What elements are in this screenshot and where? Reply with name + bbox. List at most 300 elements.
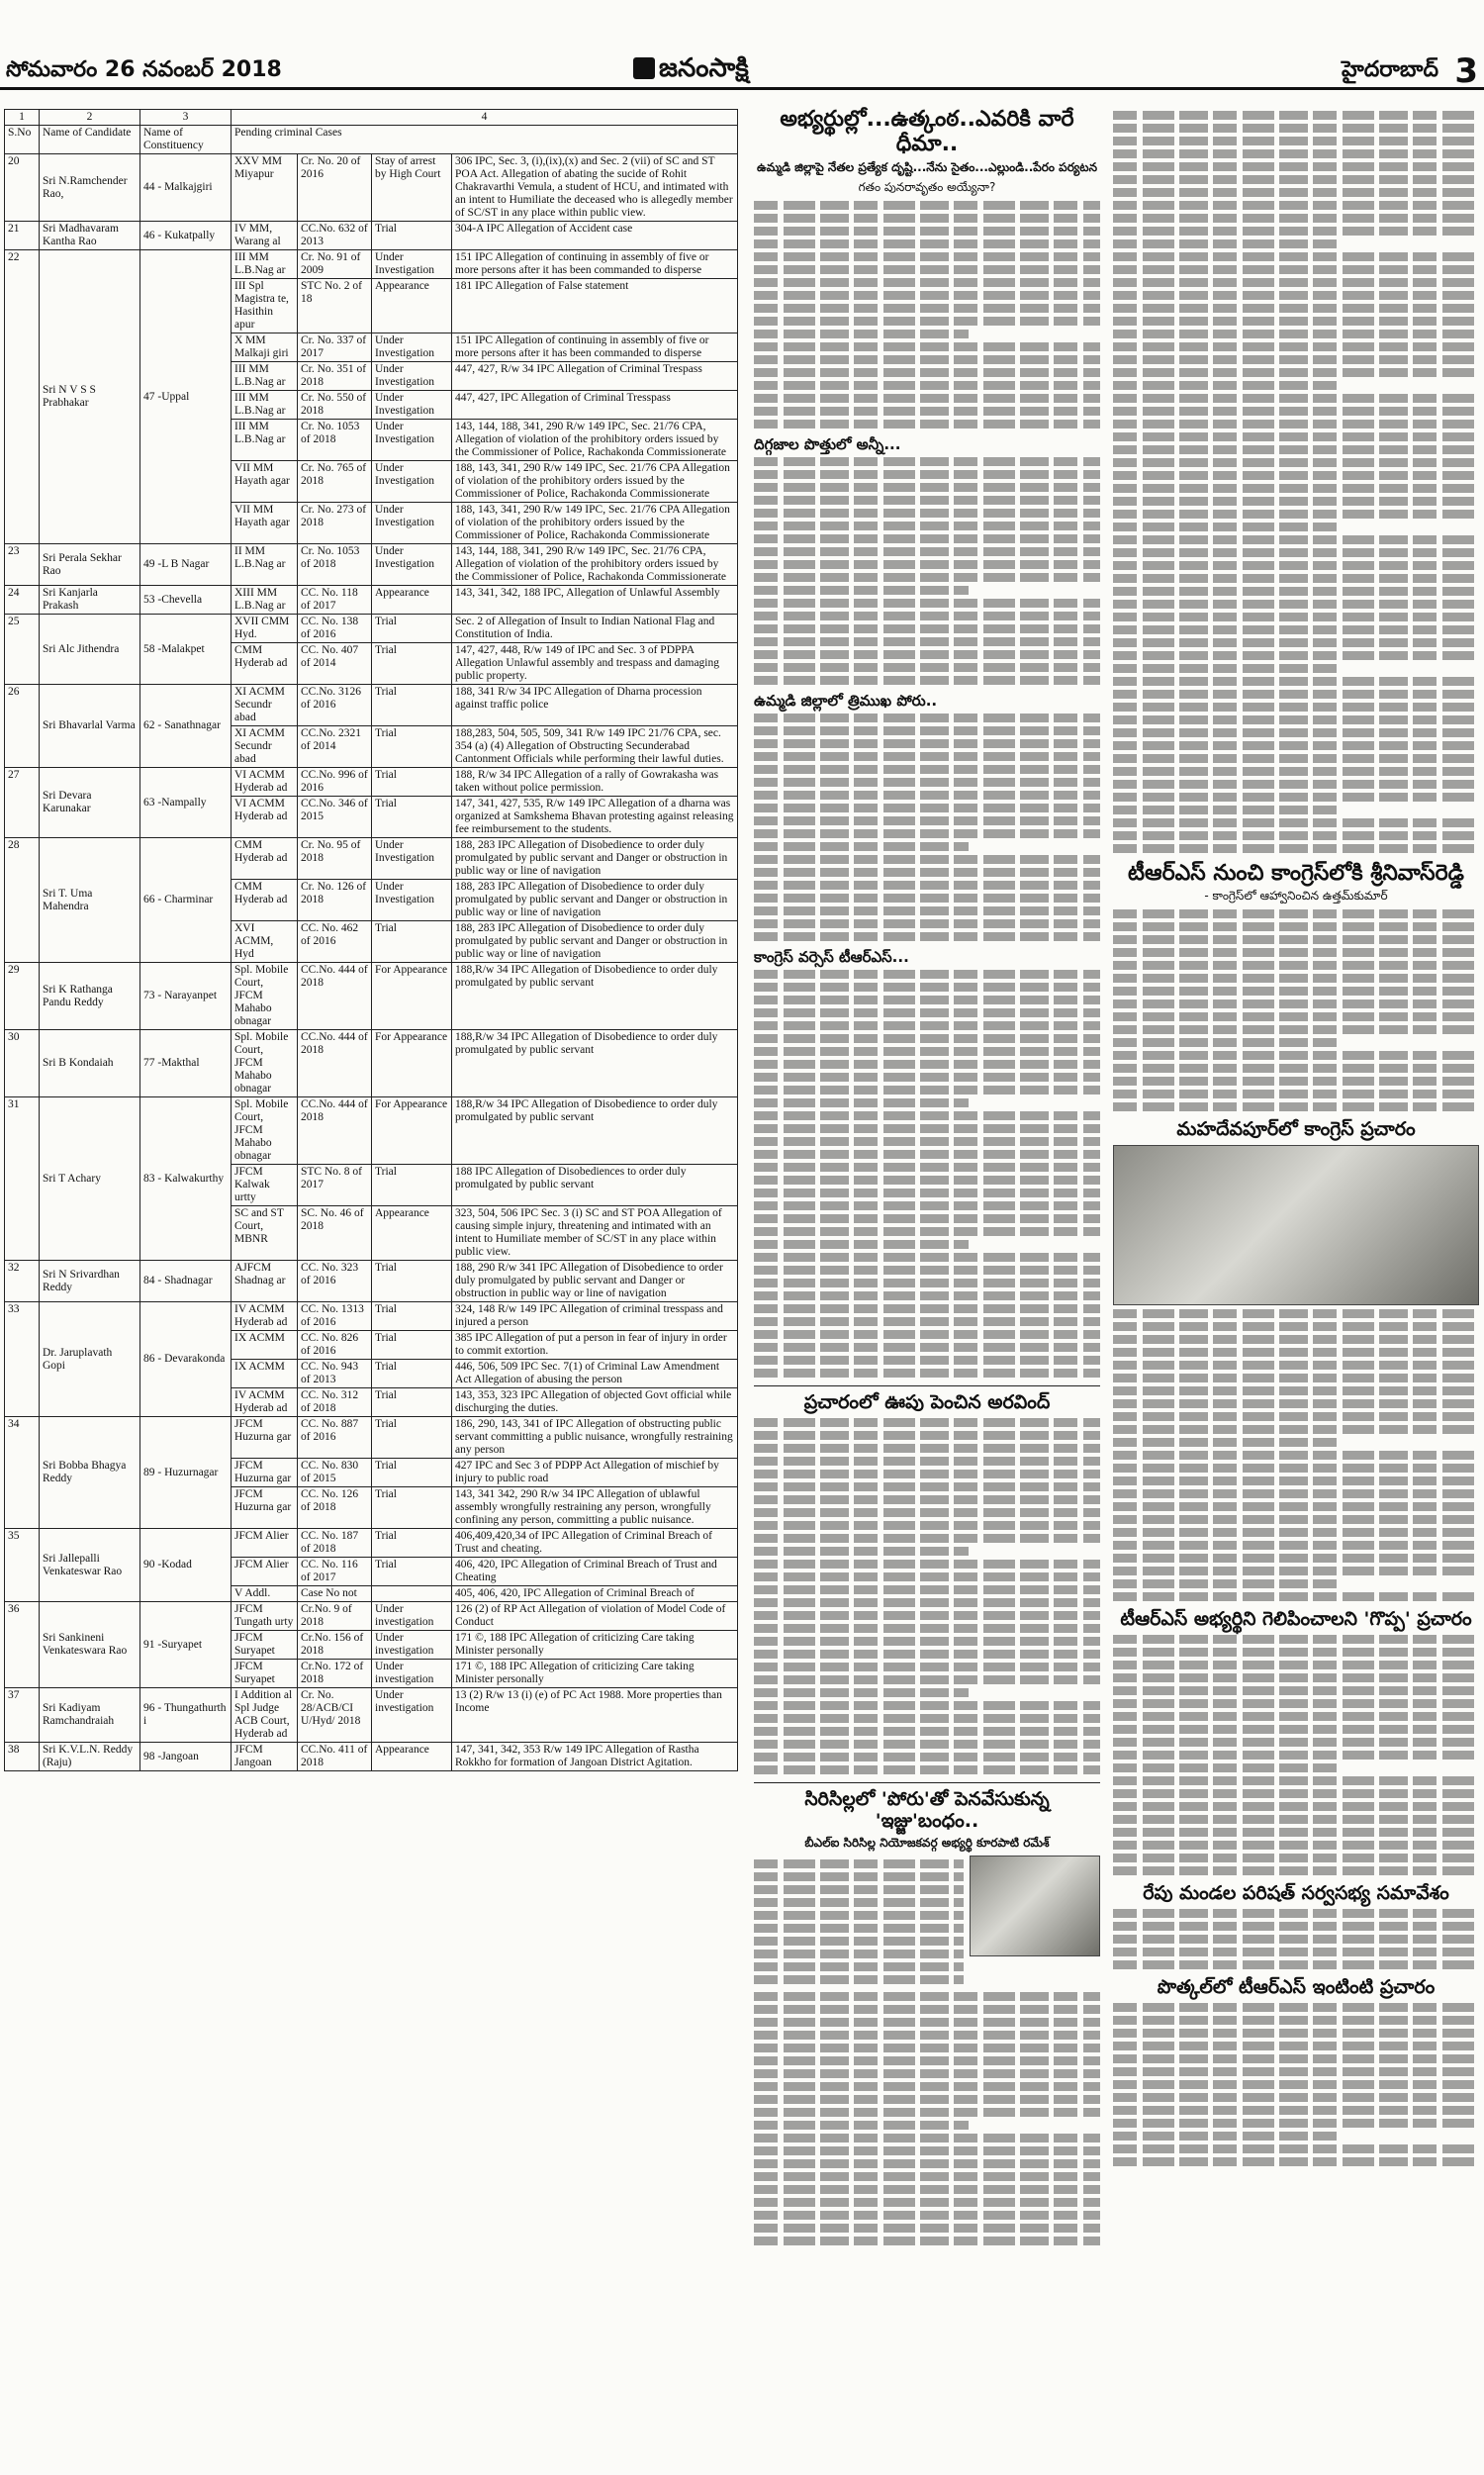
text-line: [1113, 214, 1479, 223]
constituency-name: 63 -Nampally: [140, 768, 232, 838]
case-status: Trial: [372, 1558, 452, 1586]
text-line: [754, 1418, 1100, 1427]
section-heading: దిగ్గజాల పొత్తులో అన్నీ...: [754, 434, 901, 453]
text-line: [1113, 188, 1479, 197]
text-line: [754, 420, 1100, 428]
table-row: [5, 1030, 738, 1097]
text-line: [1113, 1592, 1479, 1601]
case-status: Under Investigation: [372, 250, 452, 279]
article-body: [1113, 1909, 1479, 1969]
case-number: CC. No. 118 of 2017: [298, 586, 372, 615]
header-constituency: Name of Constituency: [140, 126, 232, 154]
text-line: [1113, 2003, 1479, 2012]
case-allegation: 13 (2) R/w 13 (i) (e) of PC Act 1988. More properties than Income: [452, 1688, 738, 1743]
article-body: [1113, 1309, 1479, 1601]
constituency-name: 53 -Chevella: [140, 586, 232, 615]
serial-number: 23: [5, 544, 40, 586]
text-line: [754, 2108, 1100, 2117]
text-line: [754, 1137, 1100, 1146]
text-line: [1113, 175, 1479, 184]
case-allegation: 405, 406, 420, IPC Allegation of Criminal Breach of: [452, 1586, 738, 1602]
text-line: [1113, 587, 1479, 596]
text-line: [1113, 1579, 1340, 1588]
table-row: [5, 615, 738, 643]
text-line: [1113, 2042, 1479, 2050]
text-line: [1113, 1051, 1479, 1060]
court-name: Spl. Mobile Court, JFCM Mahabo obnagar: [232, 1030, 298, 1097]
text-line: [754, 1176, 1100, 1185]
case-allegation: 188, 290 R/w 341 IPC Allegation of Disobedience to order duly promulgated by public servant and Danger or obstruction in public way or line of navigation: [452, 1261, 738, 1302]
text-line: [754, 2211, 1100, 2220]
newspaper-logo-icon: [633, 57, 655, 79]
text-line: [754, 612, 1100, 620]
text-line: [754, 1521, 1100, 1530]
court-name: XXV MM Miyapur: [232, 154, 298, 222]
text-line: [1113, 111, 1479, 120]
case-status: Under investigation: [372, 1602, 452, 1631]
court-name: JFCM Alier: [232, 1529, 298, 1558]
text-line: [754, 881, 1100, 890]
text-line: [1113, 407, 1479, 416]
text-line: [1113, 2119, 1479, 2128]
text-line: [754, 765, 1100, 774]
text-line: [1113, 613, 1479, 621]
case-number: Cr. No. 91 of 2009: [298, 250, 372, 279]
case-allegation: 447, 427, IPC Allegation of Criminal Tresspass: [452, 391, 738, 420]
text-line: [1113, 1489, 1479, 1498]
case-status: For Appearance: [372, 1097, 452, 1165]
case-allegation: 143, 341 342, 290 R/w 34 IPC Allegation of ublawful assembly wrongfully restraining any person, wrongfully confining any person, committing a public nuisance.: [452, 1487, 738, 1529]
text-line: [1113, 651, 1479, 660]
case-allegation: 188, 143, 341, 290 R/w 149 IPC, Sec. 21/76 CPA Allegation of violation of the prohibitory orders issued by the Commissioner of Police, Rachakonda Commissionerate: [452, 461, 738, 503]
case-allegation: 143, 144, 188, 341, 290 R/w 149 IPC, Sec. 21/76 CPA, Allegation of violation of the prohibitory orders issued by the Commissioner of Police, Rachakonda Commissionerate: [452, 544, 738, 586]
serial-number: 22: [5, 250, 40, 544]
text-line: [1113, 935, 1479, 944]
text-line: [754, 1992, 1100, 2001]
candidate-name: Dr. Jaruplavath Gopi: [40, 1302, 140, 1417]
text-line: [754, 265, 1100, 274]
table-row: [5, 963, 738, 1030]
text-line: [1113, 806, 1340, 814]
constituency-name: 86 - Devarakonda: [140, 1302, 232, 1417]
case-number: CC. No. 887 of 2016: [298, 1417, 372, 1459]
text-line: [754, 573, 1100, 582]
case-allegation: Sec. 2 of Allegation of Insult to Indian National Flag and Constitution of India.: [452, 615, 738, 643]
serial-number: 32: [5, 1261, 40, 1302]
case-status: Stay of arrest by High Court: [372, 154, 452, 222]
text-line: [1113, 510, 1479, 519]
text-line: [1113, 137, 1479, 145]
article-body: [1113, 2003, 1479, 2166]
court-name: AJFCM Shadnag ar: [232, 1261, 298, 1302]
case-allegation: 181 IPC Allegation of False statement: [452, 279, 738, 333]
text-line: [754, 752, 1100, 761]
text-line: [754, 2159, 1100, 2168]
text-line: [1113, 2029, 1479, 2038]
text-line: [1113, 1038, 1340, 1047]
text-line: [754, 407, 1100, 416]
text-line: [754, 522, 1100, 530]
candidate-name: Sri Bobba Bhagya Reddy: [40, 1417, 140, 1529]
text-line: [754, 1898, 964, 1907]
text-line: [754, 1304, 1100, 1313]
case-status: For Appearance: [372, 963, 452, 1030]
case-status: Trial: [372, 1388, 452, 1417]
case-number: CC. No. 116 of 2017: [298, 1558, 372, 1586]
text-line: [1113, 2080, 1479, 2089]
text-line: [754, 1650, 1100, 1659]
court-name: XI ACMM Secundr abad: [232, 685, 298, 726]
text-line: [754, 1585, 1100, 1594]
case-status: Trial: [372, 1302, 452, 1331]
text-line: [1113, 1802, 1479, 1811]
serial-number: 31: [5, 1097, 40, 1261]
text-line: [1113, 458, 1479, 467]
case-status: Under Investigation: [372, 362, 452, 391]
text-line: [1113, 1425, 1479, 1434]
text-line: [1113, 124, 1479, 133]
text-line: [754, 1073, 1100, 1082]
text-line: [754, 1962, 964, 1971]
text-line: [754, 470, 1100, 479]
court-name: JFCM Tungath urty: [232, 1602, 298, 1631]
text-line: [1113, 368, 1479, 377]
text-line: [754, 2069, 1100, 2078]
text-line: [1113, 2067, 1479, 2076]
court-name: Spl. Mobile Court, JFCM Mahabo obnagar: [232, 963, 298, 1030]
text-line: [754, 2185, 1100, 2194]
text-line: [1113, 909, 1479, 918]
text-line: [1113, 1763, 1340, 1772]
case-status: Trial: [372, 1360, 452, 1388]
text-line: [754, 791, 1100, 800]
text-line: [754, 1356, 1100, 1365]
text-line: [754, 1253, 1100, 1262]
serial-number: 37: [5, 1688, 40, 1743]
text-line: [754, 2172, 1100, 2181]
text-line: [754, 894, 1100, 903]
text-line: [1113, 1515, 1479, 1524]
text-line: [1113, 420, 1479, 428]
text-line: [754, 1753, 1100, 1761]
text-line: [1113, 1386, 1479, 1395]
case-status: Under investigation: [372, 1631, 452, 1660]
article-body: [754, 714, 1100, 941]
text-line: [1113, 1738, 1479, 1747]
text-line: [754, 1086, 1100, 1095]
text-line: [1113, 497, 1479, 506]
serial-number: 27: [5, 768, 40, 838]
case-status: Trial: [372, 1261, 452, 1302]
text-line: [754, 1911, 964, 1920]
constituency-name: 96 - Thungathurth i: [140, 1688, 232, 1743]
headline-mandal-meeting: రేపు మండల పరిషత్ సర్వసభ్య సమావేశం: [1143, 1881, 1449, 1904]
case-number: Cr. No. 20 of 2016: [298, 154, 372, 222]
text-line: [754, 599, 1100, 608]
case-status: Trial: [372, 726, 452, 768]
text-line: [1113, 1776, 1479, 1785]
issue-date: సోమవారం 26 నవంబర్ 2018: [6, 57, 282, 82]
article-body: [754, 1856, 964, 1988]
text-line: [1113, 2157, 1479, 2166]
case-allegation: 188 IPC Allegation of Disobediences to order duly promulgated by public servant: [452, 1165, 738, 1206]
case-number: CC.No. 444 of 2018: [298, 1097, 372, 1165]
text-line: [754, 1611, 1100, 1620]
text-line: [754, 663, 1100, 672]
case-number: Cr. No. 126 of 2018: [298, 880, 372, 921]
case-status: Trial: [372, 768, 452, 797]
text-line: [1113, 1077, 1479, 1086]
text-line: [754, 1950, 964, 1958]
text-line: [754, 624, 1100, 633]
table-row: [5, 1097, 738, 1165]
case-allegation: 306 IPC, Sec. 3, (i),(ix),(x) and Sec. 2 (vii) of SC and ST POA Act. Allegation of abating the sucide of Rohit Chakravarthi Vemula, a student of HCU, and intimated with an intent to Humiliate the deceased who is allegedly member of SC/ST in any place within public view.: [452, 154, 738, 222]
text-line: [754, 1975, 964, 1984]
text-line: [1113, 1025, 1479, 1034]
text-line: [1113, 162, 1479, 171]
case-allegation: 427 IPC and Sec 3 of PDPP Act Allegation of mischief by injury to public road: [452, 1459, 738, 1487]
text-line: [754, 714, 1100, 722]
text-line: [1113, 2132, 1340, 2141]
text-line: [754, 1924, 964, 1933]
text-line: [754, 2005, 1100, 2014]
text-line: [1113, 1699, 1479, 1708]
text-line: [1113, 239, 1340, 248]
text-line: [754, 1688, 969, 1697]
text-line: [1113, 394, 1479, 403]
case-status: Under Investigation: [372, 544, 452, 586]
right-column: [1113, 107, 1479, 2467]
court-name: VI ACMM Hyderab ad: [232, 797, 298, 838]
case-number: Cr.No. 172 of 2018: [298, 1660, 372, 1688]
case-number: CC.No. 3126 of 2016: [298, 685, 372, 726]
text-line: [1113, 1309, 1479, 1318]
case-number: CC.No. 444 of 2018: [298, 1030, 372, 1097]
text-line: [754, 1872, 964, 1881]
text-line: [754, 2121, 969, 2130]
text-line: [754, 394, 1100, 403]
text-line: [1113, 1102, 1479, 1111]
table-row: [5, 154, 738, 222]
table-row: [5, 1529, 738, 1558]
court-name: IV MM, Warang al: [232, 222, 298, 250]
news-photo: [1113, 1145, 1479, 1305]
text-line: [754, 1240, 969, 1249]
text-line: [1113, 2054, 1479, 2063]
serial-number: 24: [5, 586, 40, 615]
text-line: [1113, 2144, 1479, 2153]
court-name: III MM L.B.Nag ar: [232, 391, 298, 420]
case-allegation: 446, 506, 509 IPC Sec. 7(1) of Criminal Law Amendment Act Allegation of abusing the person: [452, 1360, 738, 1388]
headline-srinivas-reddy: టీఆర్ఎస్ నుంచి కాంగ్రెస్‌లోకి శ్రీనివాస్‌రెడ్డి: [1128, 861, 1464, 886]
text-line: [1113, 844, 1479, 853]
court-name: XI ACMM Secundr abad: [232, 726, 298, 768]
candidate-name: Sri Madhavaram Kantha Rao: [40, 222, 140, 250]
case-status: Appearance: [372, 1206, 452, 1261]
candidate-name: Sri Alc Jithendra: [40, 615, 140, 685]
text-line: [1113, 1322, 1479, 1331]
case-allegation: 147, 427, 448, R/w 149 of IPC and Sec. 3 of PDPPA Allegation Unlawful assembly and trespass and damaging public property.: [452, 643, 738, 685]
text-line: [754, 2134, 1100, 2142]
case-status: For Appearance: [372, 1030, 452, 1097]
text-line: [754, 342, 1100, 351]
text-line: [754, 906, 1100, 915]
case-allegation: 151 IPC Allegation of continuing in assembly of five or more persons after it has been commanded to disperse: [452, 250, 738, 279]
constituency-name: 91 -Suryapet: [140, 1602, 232, 1688]
text-line: [1113, 291, 1479, 300]
article-body: [1113, 1635, 1479, 1875]
text-line: [1113, 381, 1340, 390]
case-allegation: 151 IPC Allegation of continuing in assembly of five or more persons after it has been commanded to disperse: [452, 333, 738, 362]
text-line: [754, 2198, 1100, 2207]
newspaper-title: [633, 53, 749, 89]
text-line: [754, 2056, 1100, 2065]
text-line: [1113, 1374, 1479, 1382]
text-line: [754, 1291, 1100, 1300]
case-number: CC. No. 312 of 2018: [298, 1388, 372, 1417]
text-line: [1113, 1948, 1479, 1956]
case-status: Trial: [372, 1331, 452, 1360]
case-status: Under investigation: [372, 1660, 452, 1688]
case-allegation: 186, 290, 143, 341 of IPC Allegation of obstructing public servant committing a public nuisance, wrongfully restraining any person: [452, 1417, 738, 1459]
text-line: [1113, 523, 1340, 531]
text-line: [1113, 1960, 1479, 1969]
text-line: [1113, 1335, 1479, 1344]
text-line: [1113, 715, 1479, 724]
text-line: [754, 1317, 1100, 1326]
case-allegation: 188, 283 IPC Allegation of Disobedience to order duly promulgated by public servant and Danger or obstruction in public way or line of navigation: [452, 880, 738, 921]
text-line: [754, 381, 1100, 390]
article-body: [754, 1418, 1100, 1774]
case-status: Trial: [372, 615, 452, 643]
court-name: CMM Hyderab ad: [232, 643, 298, 685]
text-line: [754, 1227, 1100, 1236]
text-line: [1113, 1399, 1479, 1408]
divider: [754, 1385, 1100, 1386]
candidate-name: Sri Jallepalli Venkateswar Rao: [40, 1529, 140, 1602]
case-allegation: 188, 283 IPC Allegation of Disobedience to order duly promulgated by public servant and Danger or obstruction in public way or line of navigation: [452, 921, 738, 963]
court-name: XVII CMM Hyd.: [232, 615, 298, 643]
table-row: [5, 1417, 738, 1459]
candidate-name: Sri T. Uma Mahendra: [40, 838, 140, 963]
court-name: JFCM Suryapet: [232, 1660, 298, 1688]
text-line: [1113, 330, 1479, 338]
byline: - కాంగ్రెస్‌లో ఆహ్వానించిన ఉత్తమ్‌కుమార్: [1204, 889, 1388, 904]
text-line: [1113, 948, 1479, 957]
case-allegation: 324, 148 R/w 149 IPC Allegation of criminal tresspass and injured a person: [452, 1302, 738, 1331]
court-name: CMM Hyderab ad: [232, 838, 298, 880]
headline-potkal: పొత్కల్‌లో టీఆర్ఎస్ ఇంటింటి ప్రచారం: [1157, 1975, 1436, 1998]
text-line: [754, 1508, 1100, 1517]
serial-number: 36: [5, 1602, 40, 1688]
case-number: Cr. No. 28/ACB/CI U/Hyd/ 2018: [298, 1688, 372, 1743]
text-line: [1113, 1725, 1479, 1734]
text-line: [1113, 600, 1479, 609]
case-number: CC.No. 346 of 2015: [298, 797, 372, 838]
text-line: [754, 829, 1100, 838]
candidate-name: Sri N V S S Prabhakar: [40, 250, 140, 544]
news-photo: [970, 1856, 1100, 1956]
court-name: JFCM Kalwak urtty: [232, 1165, 298, 1206]
text-line: [1113, 961, 1479, 970]
article-with-photo: [754, 1856, 1100, 1988]
case-status: Under investigation: [372, 1688, 452, 1743]
text-line: [754, 1560, 1100, 1569]
text-line: [754, 1534, 1100, 1543]
case-number: Cr. No. 550 of 2018: [298, 391, 372, 420]
text-line: [754, 239, 1100, 248]
text-line: [1113, 355, 1479, 364]
text-line: [754, 842, 969, 851]
text-line: [754, 1937, 964, 1946]
case-number: Cr. No. 1053 of 2018: [298, 544, 372, 586]
text-line: [754, 483, 1100, 492]
text-line: [1113, 793, 1479, 802]
court-name: III MM L.B.Nag ar: [232, 250, 298, 279]
col-number: 3: [140, 110, 232, 126]
text-line: [754, 457, 1100, 466]
text-line: [754, 304, 1100, 313]
article-body: [1113, 909, 1479, 1111]
case-status: Under Investigation: [372, 391, 452, 420]
constituency-name: 47 -Uppal: [140, 250, 232, 544]
serial-number: 34: [5, 1417, 40, 1529]
serial-number: 26: [5, 685, 40, 768]
text-line: [1113, 201, 1479, 210]
case-number: STC No. 8 of 2017: [298, 1165, 372, 1206]
case-status: Under Investigation: [372, 333, 452, 362]
serial-number: 38: [5, 1743, 40, 1771]
text-line: [754, 1701, 1100, 1710]
text-line: [754, 1885, 964, 1894]
text-line: [754, 201, 1100, 210]
case-number: CC. No. 943 of 2013: [298, 1360, 372, 1388]
header-pending-cases: Pending criminal Cases: [232, 126, 738, 154]
court-name: SC and ST Court, MBNR: [232, 1206, 298, 1261]
text-line: [1113, 561, 1479, 570]
court-name: CMM Hyderab ad: [232, 880, 298, 921]
court-name: JFCM Suryapet: [232, 1631, 298, 1660]
constituency-name: 49 -L B Nagar: [140, 544, 232, 586]
text-line: [754, 855, 1100, 864]
case-allegation: 171 ©, 188 IPC Allegation of criticizing Care taking Minister personally: [452, 1631, 738, 1660]
court-name: VI ACMM Hyderab ad: [232, 768, 298, 797]
text-line: [754, 778, 1100, 787]
text-line: [754, 2044, 1100, 2052]
headline-aravind-campaign: ప్రచారంలో ఊపు పెంచిన అరవింద్: [803, 1391, 1051, 1414]
case-number: Cr.No. 9 of 2018: [298, 1602, 372, 1631]
text-line: [1113, 690, 1479, 699]
text-line: [754, 586, 969, 595]
candidate-name: Sri K Rathanga Pandu Reddy: [40, 963, 140, 1030]
court-name: IV ACMM Hyderab ad: [232, 1302, 298, 1331]
text-line: [1113, 664, 1340, 673]
case-allegation: 323, 504, 506 IPC Sec. 3 (i) SC and ST POA Allegation of causing simple injury, threatening and intimated with an intent to Humiliate member of SC/ST in any place within public view.: [452, 1206, 738, 1261]
court-name: IX ACMM: [232, 1360, 298, 1388]
serial-number: 25: [5, 615, 40, 685]
case-allegation: 126 (2) of RP Act Allegation of violation of Model Code of Conduct: [452, 1602, 738, 1631]
court-name: III MM L.B.Nag ar: [232, 362, 298, 391]
text-line: [1113, 1000, 1479, 1008]
text-line: [1113, 1064, 1479, 1073]
candidate-name: Sri Devara Karunakar: [40, 768, 140, 838]
text-line: [1113, 445, 1479, 454]
text-line: [754, 1663, 1100, 1671]
text-line: [754, 996, 1100, 1004]
case-number: CC. No. 323 of 2016: [298, 1261, 372, 1302]
candidate-name: Sri B Kondaiah: [40, 1030, 140, 1097]
text-line: [1113, 227, 1479, 236]
